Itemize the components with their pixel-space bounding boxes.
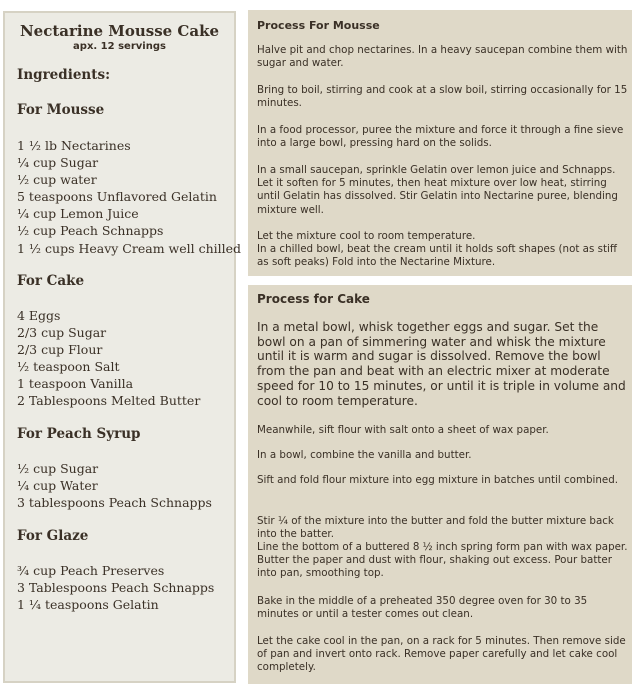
- ingredient-item: 2/3 cup Flour: [17, 342, 103, 358]
- glaze-heading: For Glaze: [17, 528, 89, 544]
- ingredient-item: 1 ¼ teaspoons Gelatin: [17, 597, 159, 613]
- mousse-step: Halve pit and chop nectarines. In a heavy saucepan combine them with sugar and water.: [257, 44, 628, 70]
- ingredient-item: 2/3 cup Sugar: [17, 325, 107, 341]
- ingredient-item: 3 Tablespoons Peach Schnapps: [17, 580, 215, 596]
- cake-step: Line the bottom of a buttered 8 ½ inch spring form pan with wax paper. Butter the paper and dust with flour, shaking out excess. Pour batter into pan, smoothing top.: [257, 541, 628, 580]
- ingredient-item: ½ teaspoon Salt: [17, 359, 120, 375]
- ingredient-item: 2 Tablespoons Melted Butter: [17, 393, 201, 409]
- cake-ingredients-heading: For Cake: [17, 273, 85, 289]
- ingredient-item: 1 teaspoon Vanilla: [17, 376, 134, 392]
- servings-label: apx. 12 servings: [73, 41, 166, 52]
- ingredient-item: 1 ½ lb Nectarines: [17, 138, 131, 153]
- mousse-ingredients-heading: For Mousse: [17, 102, 105, 118]
- cake-step: In a metal bowl, whisk together eggs and sugar. Set the bowl on a pan of simmering water and whisk the mixture until it is warm and sugar is dissolved. Remove the bowl from the pan and beat with an electric mixer at moderate speed for 10 to 15 minutes, or until it is triple in volume and cool to room temperature.: [257, 320, 626, 408]
- cake-step: Stir ¼ of the mixture into the butter and fold the butter mixture back into the batter.: [257, 515, 614, 541]
- ingredient-item: ¼ cup Lemon Juice: [17, 206, 139, 222]
- cake-process-heading: Process for Cake: [257, 292, 370, 306]
- mousse-step: In a food processor, puree the mixture and force it through a fine sieve into a large bowl, pressing hard on the solids.: [257, 124, 624, 150]
- ingredient-item: 1 ½ cups Heavy Cream well chilled: [17, 240, 242, 256]
- ingredient-item: ½ cup water: [17, 172, 97, 188]
- mousse-step: Let the mixture cool to room temperature.: [257, 230, 476, 242]
- ingredients-heading: Ingredients:: [17, 67, 111, 83]
- ingredient-item: ¼ cup Sugar: [17, 155, 99, 171]
- cake-step: Bake in the middle of a preheated 350 degree oven for 30 to 35 minutes or until a tester comes out clean.: [257, 595, 588, 621]
- mousse-process-panel: [248, 10, 632, 276]
- ingredient-item: ¼ cup Water: [17, 478, 98, 494]
- cake-step: Let the cake cool in the pan, on a rack for 5 minutes. Then remove side of pan and invert onto rack. Remove paper carefully and let cake cool completely.: [257, 635, 626, 674]
- peach-syrup-heading: For Peach Syrup: [17, 426, 141, 442]
- ingredient-item: ½ cup Sugar: [17, 461, 99, 476]
- mousse-ingredient-list: [17, 137, 241, 257]
- cake-step: In a bowl, combine the vanilla and butter.: [257, 449, 472, 461]
- ingredient-item: ½ cup Peach Schnapps: [17, 223, 164, 239]
- recipe-title: Nectarine Mousse Cake: [19, 22, 220, 40]
- mousse-step: In a small saucepan, sprinkle Gelatin over lemon juice and Schnapps. Let it soften for 5 minutes, then heat mixture over low heat, stirring until Gelatin has dissolved. Stir Gelatin into Nectarine puree, blending mixture well.: [257, 164, 618, 216]
- mousse-process-heading: Process For Mousse: [257, 19, 380, 32]
- mousse-step: In a chilled bowl, beat the cream until it holds soft shapes (not as stiff as soft peaks) Fold into the Nectarine Mixture.: [257, 243, 617, 269]
- ingredient-item: 3 tablespoons Peach Schnapps: [17, 495, 212, 511]
- glaze-ingredient-list: [17, 562, 214, 613]
- peach-syrup-ingredient-list: [17, 460, 212, 511]
- ingredient-item: 5 teaspoons Unflavored Gelatin: [17, 189, 217, 205]
- ingredients-panel: [3, 11, 242, 683]
- cake-ingredient-list: [17, 307, 200, 410]
- cake-step: Sift and fold flour mixture into egg mixture in batches until combined.: [257, 474, 619, 486]
- ingredient-item: ¾ cup Peach Preserves: [17, 563, 165, 578]
- mousse-step: Bring to boil, stirring and cook at a slow boil, stirring occasionally for 15 minutes.: [257, 84, 628, 110]
- cake-step: Meanwhile, sift flour with salt onto a sheet of wax paper.: [257, 424, 549, 436]
- cake-process-panel: [248, 285, 632, 684]
- ingredient-item: 4 Eggs: [17, 308, 61, 323]
